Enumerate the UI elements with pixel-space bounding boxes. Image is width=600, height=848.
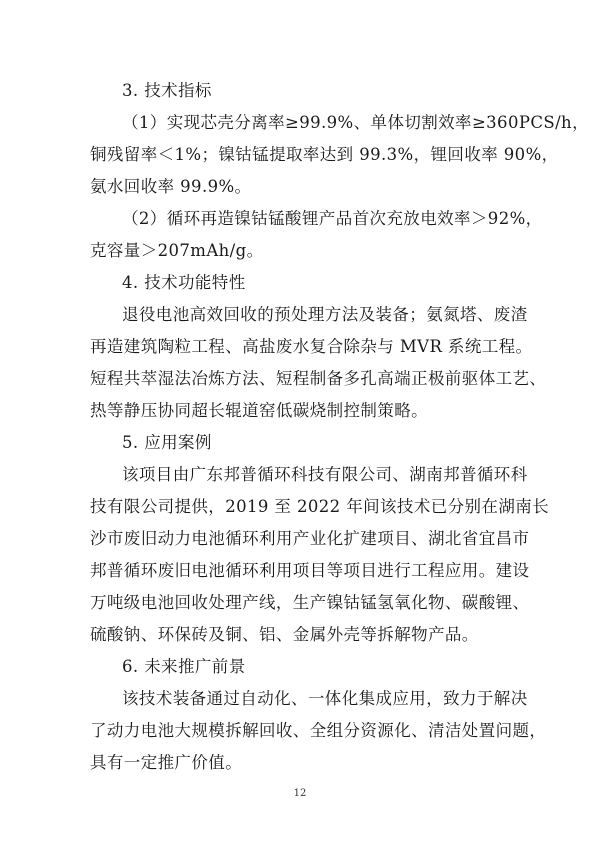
- paragraph-line: 该项目由广东邦普循环科技有限公司、湖南邦普循环科: [122, 465, 528, 484]
- paragraph-line: 具有一定推广价值。: [90, 753, 243, 772]
- paragraph-line: 了动力电池大规模拆解回收、全组分资源化、清洁处置问题，: [90, 721, 547, 740]
- paragraph-line: 铜残留率＜1%；镍钴锰提取率达到 99.3%，锂回收率 90%，: [90, 145, 559, 164]
- paragraph-line: （1）实现芯壳分离率≥99.9%、单体切割效率≥360PCS/h，: [122, 113, 589, 132]
- paragraph-line: 热等静压协同超长辊道窑低碳烧制控制策略。: [90, 401, 428, 420]
- section-heading-tech-features: 4. 技术功能特性: [122, 273, 246, 292]
- paragraph-line: 克容量＞207mAh/g。: [90, 241, 264, 260]
- paragraph-line: 硫酸钠、环保砖及铜、铝、金属外壳等拆解物产品。: [90, 625, 479, 644]
- paragraph-line: 万吨级电池回收处理产线，生产镍钴锰氢氧化物、碳酸锂、: [90, 593, 530, 612]
- paragraph-line: 邦普循环废旧电池循环利用项目等项目进行工程应用。建设: [90, 561, 530, 580]
- paragraph-line: 退役电池高效回收的预处理方法及装备；氨氮塔、废渣: [122, 305, 528, 324]
- paragraph-line: 技有限公司提供，2019 至 2022 年间该技术已分别在湖南长: [90, 497, 550, 516]
- section-heading-tech-indicators: 3. 技术指标: [122, 81, 212, 100]
- paragraph-line: 再造建筑陶粒工程、高盐废水复合除杂与 MVR 系统工程。: [90, 337, 533, 356]
- section-heading-application-cases: 5. 应用案例: [122, 433, 212, 452]
- section-heading-future-prospects: 6. 未来推广前景: [122, 657, 246, 676]
- paragraph-line: 氨水回收率 99.9%。: [90, 177, 252, 196]
- paragraph-line: 该技术装备通过自动化、一体化集成应用，致力于解决: [122, 689, 528, 708]
- paragraph-line: 短程共萃湿法冶炼方法、短程制备多孔高端正极前驱体工艺、: [90, 369, 547, 388]
- paragraph-line: （2）循环再造镍钴锰酸锂产品首次充放电效率＞92%，: [122, 209, 543, 228]
- page-number: 12: [293, 788, 307, 799]
- paragraph-line: 沙市废旧动力电池循环利用产业化扩建项目、湖北省宜昌市: [90, 529, 530, 548]
